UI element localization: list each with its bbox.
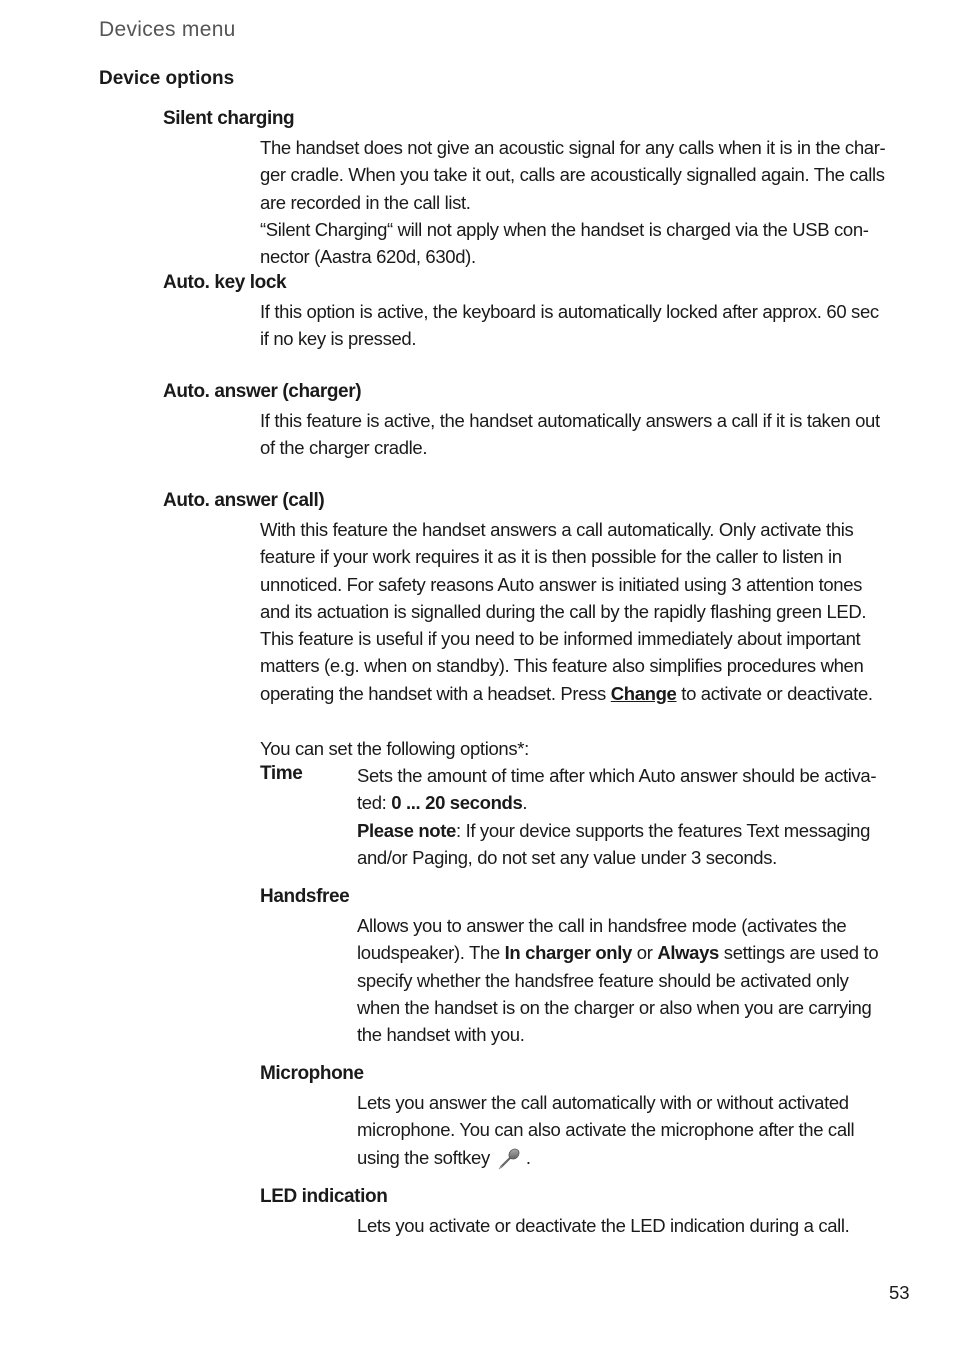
- term-auto-key-lock: Auto. key lock: [163, 272, 287, 293]
- text-fragment: to activate or deactivate.: [676, 682, 873, 704]
- text-line: the handset with you.: [357, 1024, 525, 1046]
- text-line: If this option is active, the keyboard is automatically locked after approx. 60 sec: [260, 301, 879, 322]
- text-line: feature if your work requires it as it is then possible for the caller to listen in: [260, 546, 842, 568]
- text-line: Lets you activate or deactivate the LED indication during a call.: [357, 1215, 850, 1236]
- text-line: Allows you to answer the call in handsfree mode (activates the: [357, 915, 847, 936]
- term-led-indication: LED indication: [260, 1186, 388, 1207]
- term-auto-answer-charger: Auto. answer (charger): [163, 381, 362, 402]
- text-line: You can set the following options*:: [260, 738, 529, 759]
- text-line: [357, 939, 882, 966]
- text-line: and its actuation is signalled during the call by the rapidly flashing green LED.: [260, 600, 867, 622]
- text-line: when the handset is on the charger or also when you are carrying: [357, 996, 872, 1018]
- text-line: matters (e.g. when on standby). This feature also simplifies procedures when: [260, 655, 864, 677]
- microphone-icon: [496, 1147, 522, 1171]
- text-fragment: .: [525, 1146, 531, 1168]
- text-line: “Silent Charging“ will not apply when the handset is charged via the USB con-: [260, 218, 869, 240]
- change-softkey[interactable]: Change: [610, 682, 677, 704]
- text-fragment: using the softkey: [357, 1146, 490, 1168]
- time-range-value: 0 ... 20 seconds: [391, 792, 523, 814]
- text-fragment: or: [632, 942, 658, 964]
- text-line: microphone. You can also activate the microphone after the call: [357, 1119, 855, 1141]
- text-line: [357, 817, 882, 844]
- page-number: 53: [889, 1282, 910, 1303]
- text-fragment: loudspeaker). The: [357, 942, 505, 964]
- section-title: Device options: [99, 68, 235, 89]
- text-line: unnoticed. For safety reasons Auto answer is initiated using 3 attention tones: [260, 573, 863, 595]
- text-line: [357, 789, 882, 816]
- running-header: Devices menu: [99, 18, 236, 41]
- auto-answer-call-description: [260, 516, 880, 707]
- text-fragment: : If your device supports the features Text messaging: [455, 819, 871, 841]
- option-in-charger-only: In charger only: [504, 942, 632, 964]
- text-fragment: operating the handset with a headset. Press: [260, 682, 611, 704]
- text-line: if no key is pressed.: [260, 328, 417, 350]
- text-line: nector (Aastra 620d, 630d).: [260, 246, 476, 268]
- text-line: [260, 680, 880, 707]
- option-always: Always: [657, 942, 720, 964]
- term-auto-answer-call: Auto. answer (call): [163, 490, 325, 511]
- text-fragment: settings are used to: [719, 942, 879, 964]
- options-intro: [260, 735, 880, 762]
- text-line: This feature is useful if you need to be informed immediately about important: [260, 628, 861, 650]
- text-line: If this feature is active, the handset automatically answers a call if it is taken out: [260, 410, 880, 431]
- text-line: The handset does not give an acoustic signal for any calls when it is in the char-: [260, 137, 886, 158]
- please-note-label: Please note: [357, 819, 456, 841]
- text-line: Lets you answer the call automatically with or without activated: [357, 1092, 849, 1113]
- text-fragment: ted:: [357, 792, 392, 814]
- silent-charging-description: [260, 134, 886, 270]
- text-line: ger cradle. When you take it out, calls are acoustically signalled again. The calls: [260, 164, 885, 186]
- time-description: [357, 762, 882, 871]
- term-silent-charging: Silent charging: [163, 108, 295, 129]
- microphone-description: [357, 1089, 882, 1171]
- led-indication-description: [357, 1212, 882, 1239]
- auto-answer-charger-description: [260, 407, 880, 462]
- term-time: Time: [260, 763, 303, 784]
- term-handsfree: Handsfree: [260, 886, 350, 907]
- text-line: are recorded in the call list.: [260, 191, 471, 213]
- text-line: of the charger cradle.: [260, 437, 428, 459]
- term-microphone: Microphone: [260, 1063, 364, 1084]
- text-line: [357, 1144, 882, 1171]
- text-line: Sets the amount of time after which Auto answer should be activa-: [357, 765, 877, 786]
- handsfree-description: [357, 912, 882, 1048]
- text-line: and/or Paging, do not set any value under 3 seconds.: [357, 846, 777, 868]
- auto-key-lock-description: [260, 298, 880, 353]
- text-line: With this feature the handset answers a call automatically. Only activate this: [260, 519, 854, 540]
- text-fragment: .: [522, 792, 528, 814]
- text-line: specify whether the handsfree feature should be activated only: [357, 969, 849, 991]
